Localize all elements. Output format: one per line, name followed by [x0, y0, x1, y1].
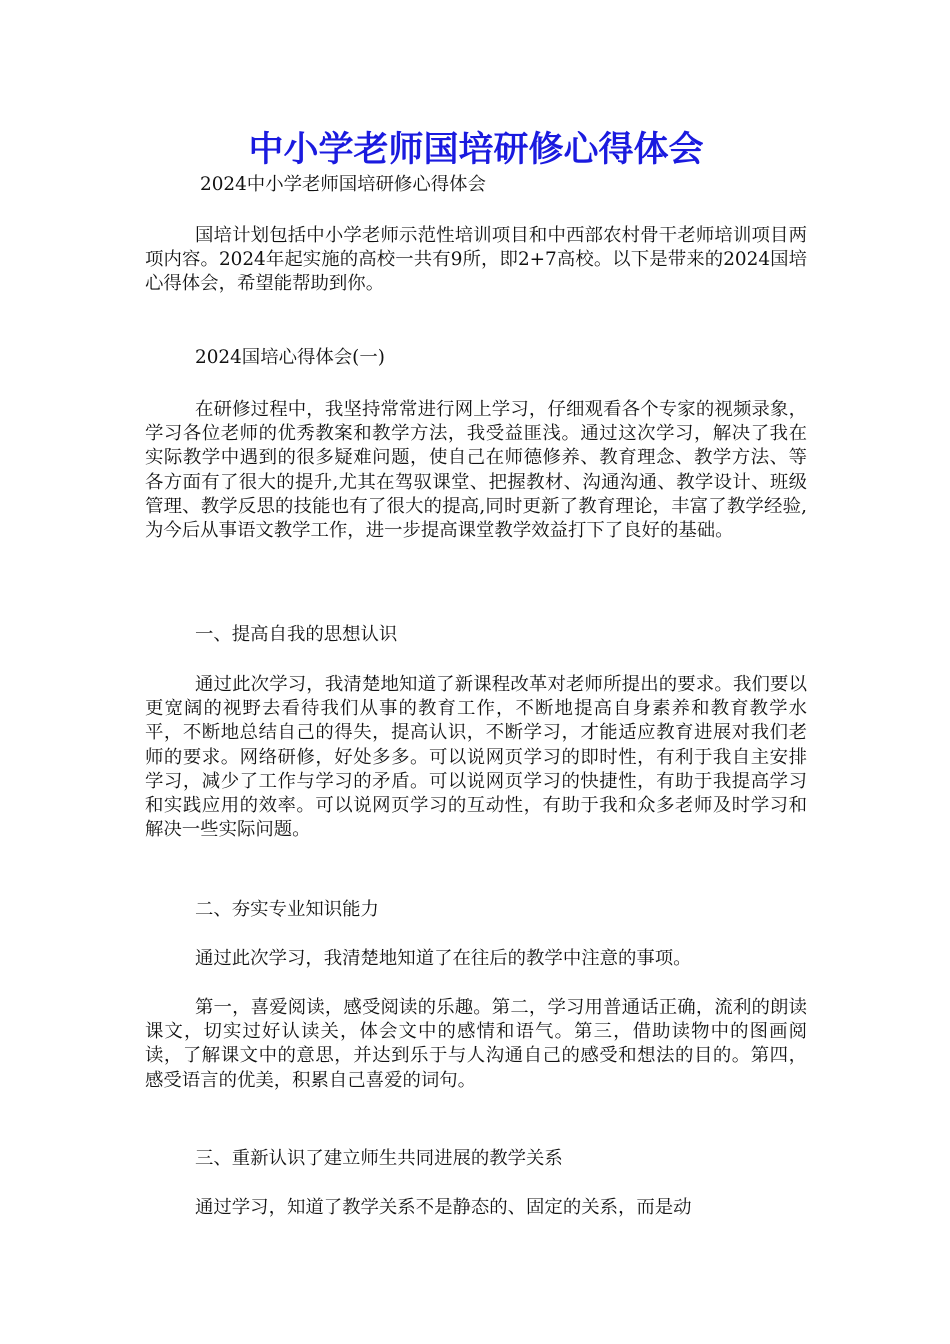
body-paragraph-5: 通过学习，知道了教学关系不是静态的、固定的关系，而是动 — [195, 1197, 692, 1218]
body-paragraph-3: 通过此次学习，我清楚地知道了在往后的教学中注意的事项。 — [195, 948, 692, 969]
heading-1: 一、提高自我的思想认识 — [195, 624, 398, 645]
intro-paragraph: 国培计划包括中小学老师示范性培训项目和中西部农村骨干老师培训项目两项内容。2024年起实施的高校一共有9所，即2+7高校。以下是带来的2024国培心得体会，希望能帮助到你。 — [145, 225, 807, 295]
heading-3: 三、重新认识了建立师生共同进展的教学关系 — [195, 1148, 563, 1169]
body-paragraph-2: 通过此次学习，我清楚地知道了新课程改革对老师所提出的要求。我们要以更宽阔的视野去看待我们从事的教育工作，不断地提高自身素养和教育教学水平，不断地总结自己的得失，提高认识，不断学习，才能适应教育进展对我们老师的要求。网络研修，好处多多。可以说网页学习的即时性，有利于我自主安排学习，减少了工作与学习的矛盾。可以说网页学习的快捷性，有助于我提高学习和实践应用的效率。可以说网页学习的互动性，有助于我和众多老师及时学习和解决一些实际问题。 — [145, 674, 807, 841]
heading-2: 二、夯实专业知识能力 — [195, 899, 379, 920]
document-title: 中小学老师国培研修心得体会 — [248, 129, 704, 170]
body-paragraph-4: 第一，喜爱阅读，感受阅读的乐趣。第二，学习用普通话正确，流利的朗读课文，切实过好认读关，体会文中的感情和语气。第三，借助读物中的图画阅读，了解课文中的意思，并达到乐于与人沟通自己的感受和想法的目的。第四，感受语言的优美，积累自己喜爱的词句。 — [145, 997, 807, 1091]
body-paragraph-1: 在研修过程中，我坚持常常进行网上学习，仔细观看各个专家的视频录象，学习各位老师的优秀教案和教学方法，我受益匪浅。通过这次学习，解决了我在实际教学中遇到的很多疑难问题，使自己在师德修养、教育理念、教学方法、等各方面有了很大的提升,尤其在驾驭课堂、把握教材、沟通沟通、教学设计、班级管理、教学反思的技能也有了很大的提高,同时更新了教育理论，丰富了教学经验,为今后从事语文教学工作，进一步提高课堂教学效益打下了良好的基础。 — [145, 399, 807, 542]
section-heading: 2024国培心得体会(一) — [195, 347, 385, 368]
document-subtitle: 2024中小学老师国培研修心得体会 — [200, 174, 486, 195]
